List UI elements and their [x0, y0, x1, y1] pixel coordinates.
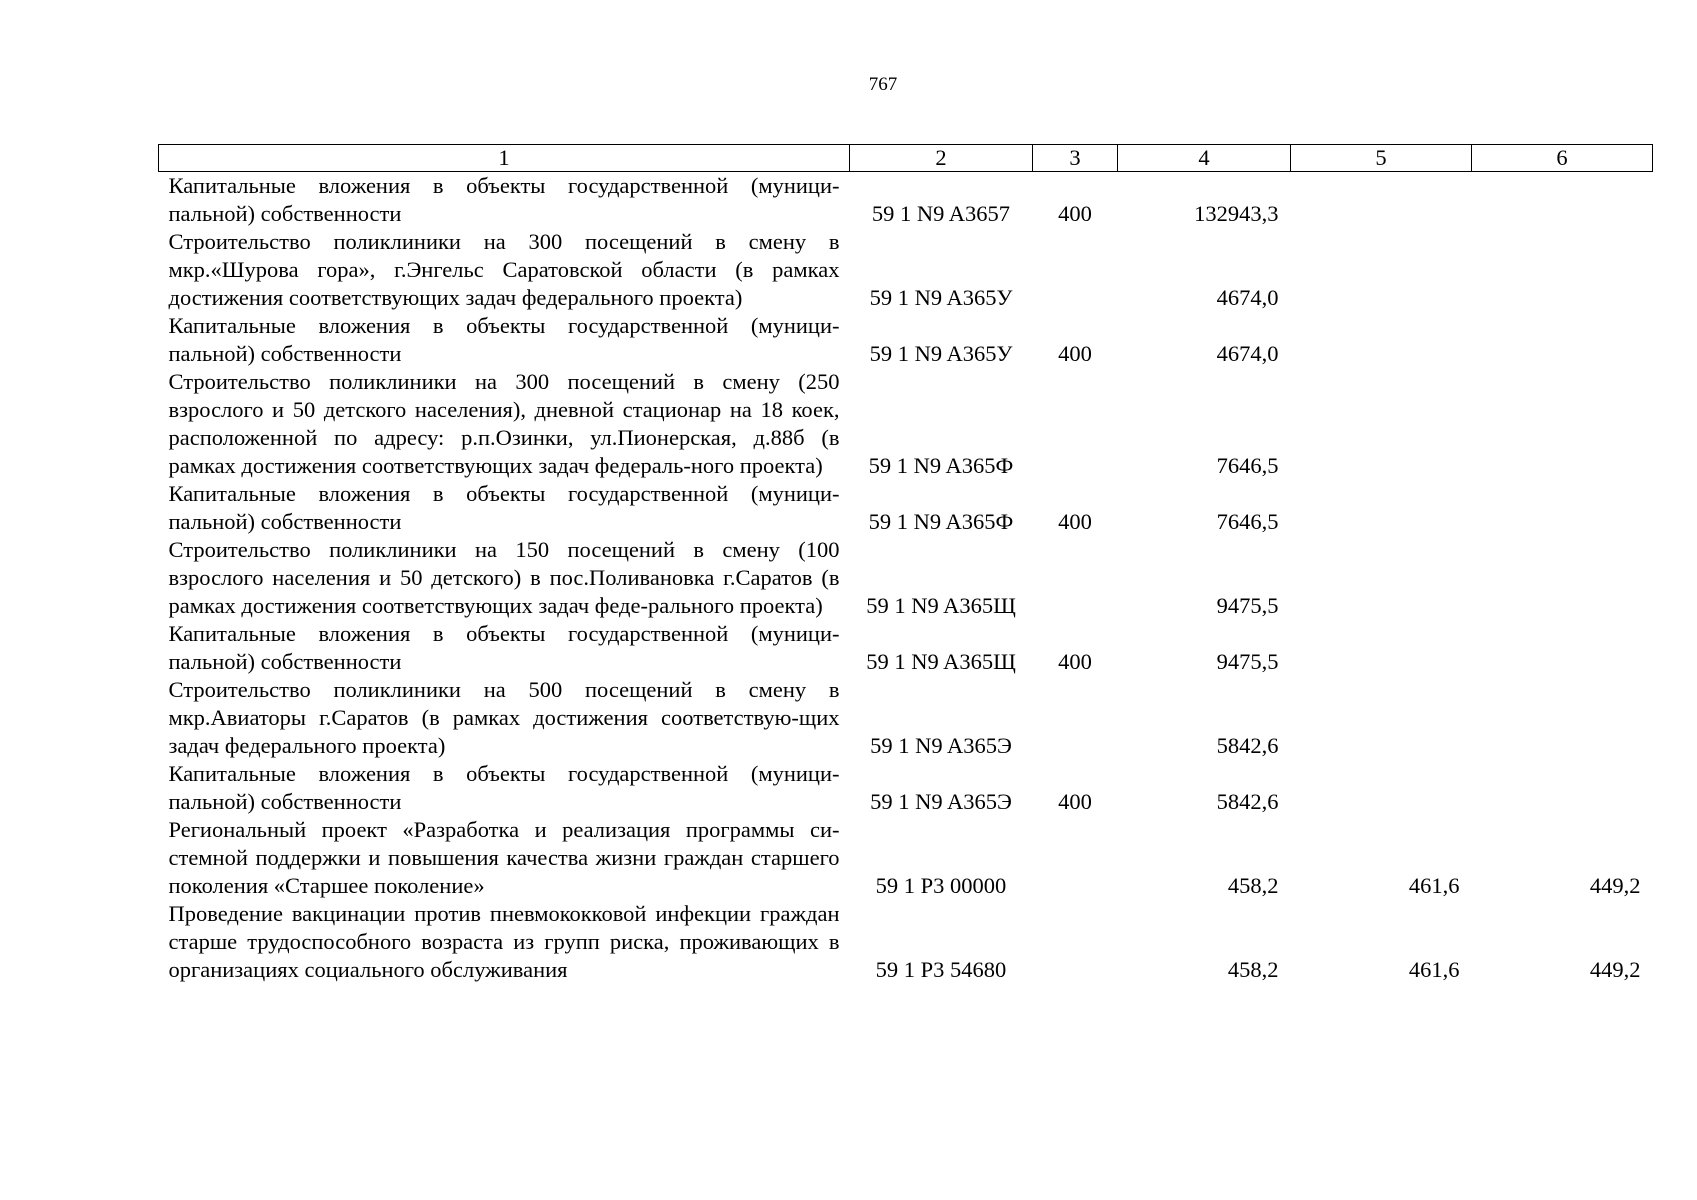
expense-type [1033, 900, 1118, 984]
amount-col-4: 132943,3 [1194, 201, 1279, 226]
amount-col-4: 4674,0 [1216, 285, 1279, 310]
target-code: 59 1 N9 A365У [869, 341, 1013, 366]
expense-type: 400 [1058, 201, 1092, 226]
table-row [159, 620, 1653, 676]
amount-col-4: 7646,5 [1216, 453, 1279, 478]
amount-col-4: 458,2 [1227, 873, 1279, 898]
header-row [159, 145, 1653, 172]
column-header-2: 2 [850, 145, 1033, 172]
target-code: 59 1 N9 A365Ф [868, 453, 1014, 478]
amount-col-4: 7646,5 [1216, 509, 1279, 534]
expense-type [1033, 676, 1118, 760]
item-name: Строительство поликлиники на 500 посещений в смену в мкр.Авиаторы г.Саратов (в рамках достижения соответствую-щих задач федерального проекта) [168, 677, 840, 758]
item-name: Капитальные вложения в объекты государственной (муници-пальной) собственности [168, 173, 840, 226]
item-name: Строительство поликлиники на 150 посещений в смену (100 взрослого населения и 50 детского) в пос.Поливановка г.Саратов (в рамках достижения соответствующих задач феде-рального проекта) [168, 537, 840, 618]
amount-col-4: 5842,6 [1216, 733, 1279, 758]
amount-col-5 [1291, 228, 1472, 312]
column-header-3: 3 [1033, 145, 1118, 172]
target-code: 59 1 N9 A365Щ [866, 649, 1016, 674]
column-header-6: 6 [1472, 145, 1653, 172]
target-code: 59 1 N9 A3657 [871, 201, 1011, 226]
amount-col-6 [1472, 368, 1653, 480]
expense-type [1033, 228, 1118, 312]
amount-col-6 [1472, 480, 1653, 536]
column-header-1: 1 [159, 145, 850, 172]
amount-col-5 [1291, 480, 1472, 536]
expense-type: 400 [1058, 341, 1092, 366]
amount-col-4: 9475,5 [1216, 649, 1279, 674]
amount-col-6 [1472, 536, 1653, 620]
item-name: Строительство поликлиники на 300 посещений в смену (250 взрослого и 50 детского населения), дневной стационар на 18 коек, расположенной по адресу: р.п.Озинки, ул.Пионерская, д.88б (в рамках достижения соответствующих задач федераль-ного проекта) [168, 369, 840, 478]
expense-type [1033, 536, 1118, 620]
target-code: 59 1 P3 54680 [875, 957, 1007, 982]
amount-col-6 [1472, 228, 1653, 312]
item-name: Строительство поликлиники на 300 посещений в смену в мкр.«Шурова гора», г.Энгельс Саратовской области (в рамках достижения соответствующих задач федерального проекта) [168, 229, 840, 310]
amount-col-6 [1472, 676, 1653, 760]
target-code: 59 1 P3 00000 [875, 873, 1007, 898]
amount-col-5 [1291, 172, 1472, 229]
item-name: Капитальные вложения в объекты государственной (муници-пальной) собственности [168, 313, 840, 366]
budget-table [158, 144, 1653, 984]
table-row [159, 900, 1653, 984]
table-row [159, 172, 1653, 229]
target-code: 59 1 N9 A365У [869, 285, 1013, 310]
target-code: 59 1 N9 A365Э [870, 789, 1012, 814]
amount-col-4: 5842,6 [1216, 789, 1279, 814]
amount-col-6 [1472, 620, 1653, 676]
amount-col-5 [1291, 760, 1472, 816]
amount-col-6 [1472, 760, 1653, 816]
item-name: Капитальные вложения в объекты государственной (муници-пальной) собственности [168, 761, 840, 814]
amount-col-5 [1291, 620, 1472, 676]
table-row [159, 228, 1653, 312]
amount-col-6: 449,2 [1589, 873, 1641, 898]
amount-col-4: 9475,5 [1216, 593, 1279, 618]
column-header-4: 4 [1118, 145, 1291, 172]
expense-type [1033, 816, 1118, 900]
table-row [159, 536, 1653, 620]
table-row [159, 480, 1653, 536]
expense-type: 400 [1058, 789, 1092, 814]
table-row [159, 676, 1653, 760]
amount-col-6 [1472, 172, 1653, 229]
column-header-5: 5 [1291, 145, 1472, 172]
table-row [159, 312, 1653, 368]
amount-col-5: 461,6 [1408, 957, 1460, 982]
target-code: 59 1 N9 A365Ф [868, 509, 1014, 534]
expense-type [1033, 368, 1118, 480]
item-name: Региональный проект «Разработка и реализация программы си-стемной поддержки и повышения качества жизни граждан старшего поколения «Старшее поколение» [168, 817, 840, 898]
amount-col-5 [1291, 676, 1472, 760]
item-name: Капитальные вложения в объекты государственной (муници-пальной) собственности [168, 621, 840, 674]
page-number: 767 [868, 74, 898, 95]
amount-col-5 [1291, 536, 1472, 620]
amount-col-5 [1291, 368, 1472, 480]
table-header [159, 145, 1653, 172]
table-row [159, 760, 1653, 816]
amount-col-5: 461,6 [1408, 873, 1460, 898]
target-code: 59 1 N9 A365Щ [866, 593, 1016, 618]
table-row [159, 368, 1653, 480]
expense-type: 400 [1058, 509, 1092, 534]
amount-col-4: 4674,0 [1216, 341, 1279, 366]
amount-col-4: 458,2 [1227, 957, 1279, 982]
expense-type: 400 [1058, 649, 1092, 674]
item-name: Капитальные вложения в объекты государственной (муници-пальной) собственности [168, 481, 840, 534]
table-body [159, 172, 1653, 985]
amount-col-6 [1472, 312, 1653, 368]
target-code: 59 1 N9 A365Э [870, 733, 1012, 758]
amount-col-5 [1291, 312, 1472, 368]
item-name: Проведение вакцинации против пневмококковой инфекции граждан старше трудоспособного возраста из групп риска, проживающих в организациях социального обслуживания [168, 901, 840, 982]
amount-col-6: 449,2 [1589, 957, 1641, 982]
table-row [159, 816, 1653, 900]
